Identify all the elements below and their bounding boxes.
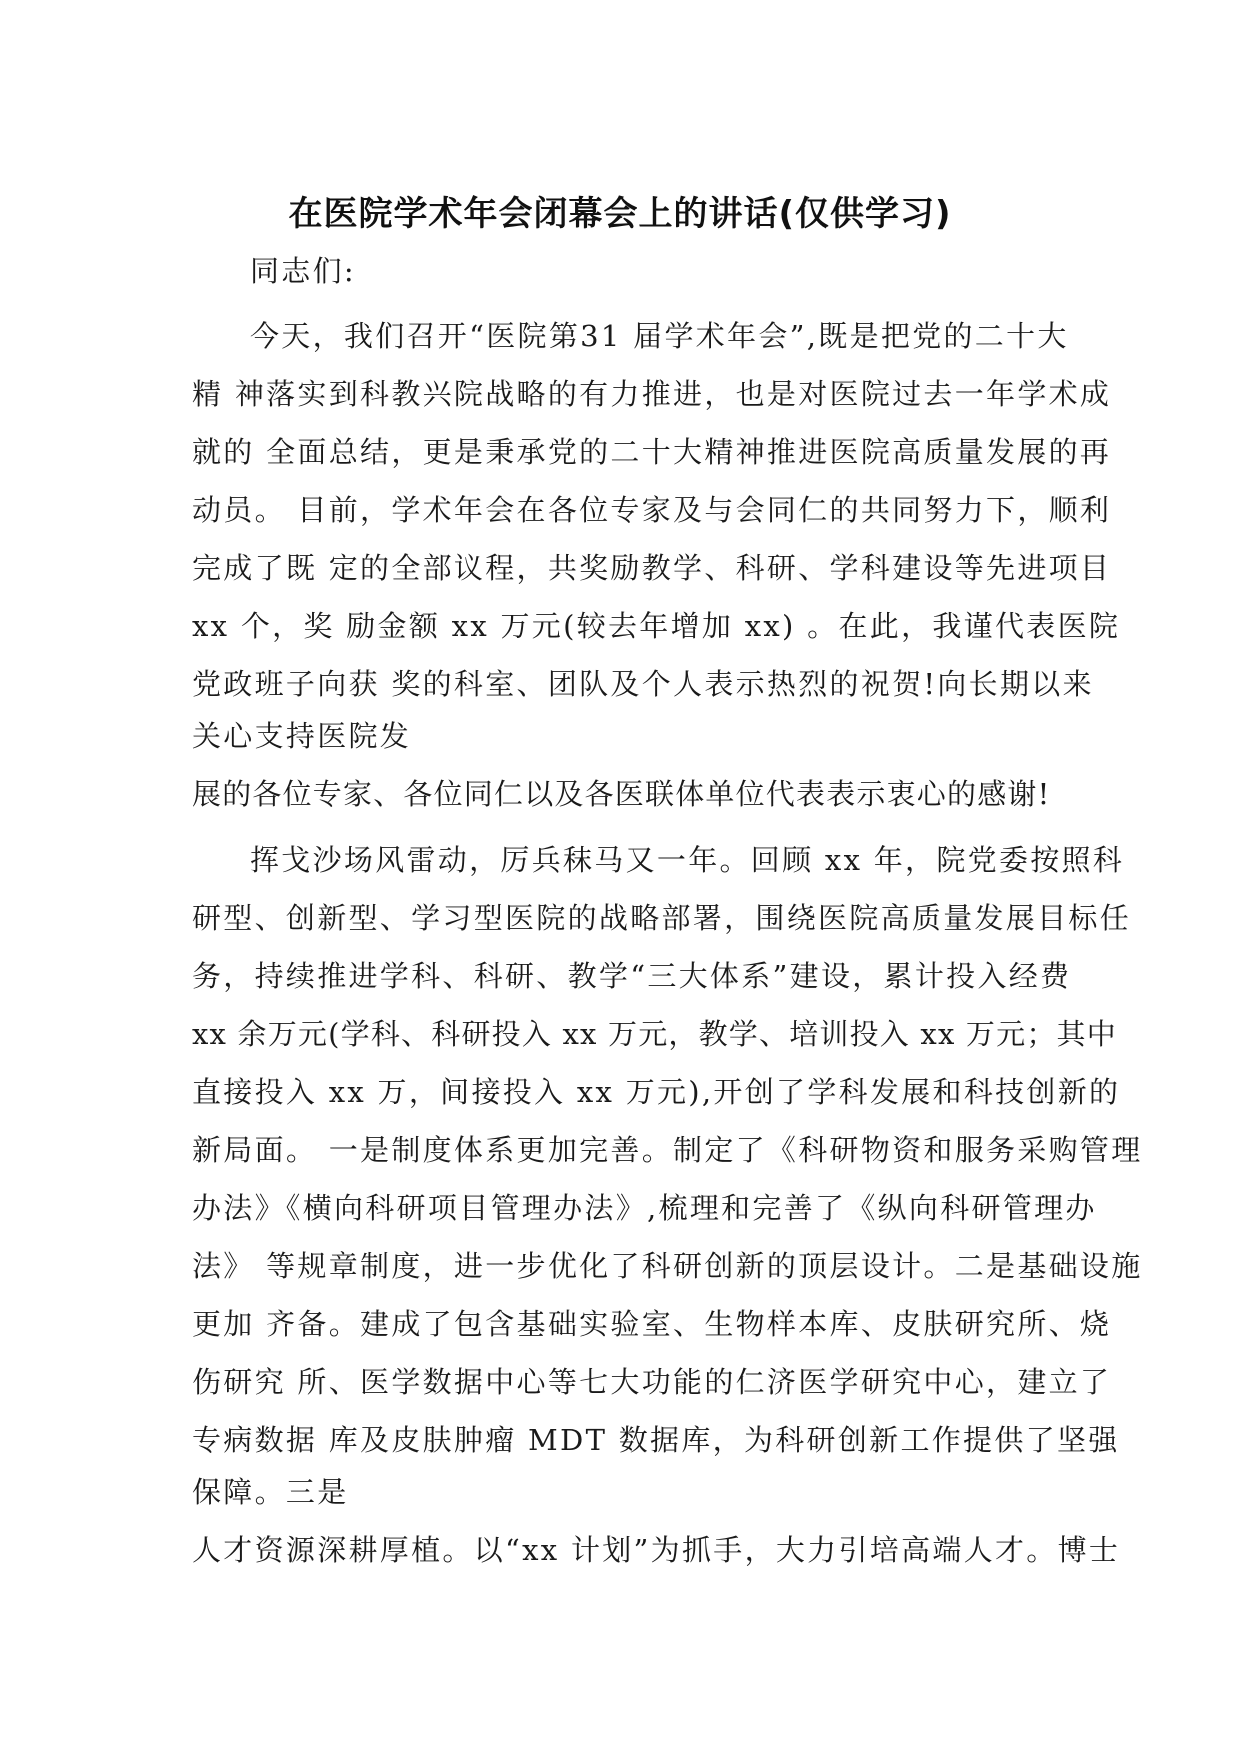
paragraph-line: 今天，我们召开“医院第31 届学术年会”,既是把党的二十大 <box>250 319 1069 353</box>
paragraph-line: 直接投入 xx 万，间接投入 xx 万元),开创了学科发展和科技创新的 <box>192 1075 1121 1109</box>
paragraph-line: 更加 齐备。建成了包含基础实验室、生物样本库、皮肤研究所、烧 <box>192 1307 1112 1341</box>
paragraph-line: 专病数据 库及皮肤肿瘤 MDT 数据库，为科研创新工作提供了坚强 <box>192 1423 1120 1457</box>
paragraph-line: 人才资源深耕厚植。以“xx 计划”为抓手，大力引培高端人才。博士 <box>192 1533 1121 1567</box>
paragraph-line: 展的各位专家、各位同仁以及各医联体单位代表表示衷心的感谢! <box>192 777 1051 811</box>
paragraph-line: 务，持续推进学科、科研、教学“三大体系”建设，累计投入经费 <box>192 959 1072 993</box>
paragraph-line: 关心支持医院发 <box>192 719 412 753</box>
paragraph-line: 保障。三是 <box>192 1475 349 1509</box>
paragraph-line: 精 神落实到科教兴院战略的有力推进，也是对医院过去一年学术成 <box>192 377 1112 411</box>
paragraph-line: xx 个，奖 励金额 xx 万元(较去年增加 xx) 。在此，我谨代表医院 <box>192 609 1121 643</box>
paragraph-line: 动员。 目前，学术年会在各位专家及与会同仁的共同努力下，顺利 <box>192 493 1112 527</box>
paragraph-line: 党政班子向获 奖的科室、团队及个人表示热烈的祝贺!向长期以来 <box>192 667 1094 701</box>
paragraph-line: 办法》《横向科研项目管理办法》,梳理和完善了《纵向科研管理办 <box>192 1191 1097 1225</box>
document-title: 在医院学术年会闭幕会上的讲话(仅供学习) <box>288 194 952 234</box>
paragraph-line: 新局面。 一是制度体系更加完善。制定了《科研物资和服务采购管理 <box>192 1133 1143 1167</box>
paragraph-line: 挥戈沙场风雷动，厉兵秣马又一年。回顾 xx 年，院党委按照科 <box>250 843 1125 877</box>
paragraph-line: xx 余万元(学科、科研投入 xx 万元，教学、培训投入 xx 万元；其中 <box>192 1017 1117 1051</box>
paragraph-line: 完成了既 定的全部议程，共奖励教学、科研、学科建设等先进项目 <box>192 551 1112 585</box>
salutation: 同志们: <box>250 254 356 288</box>
paragraph-line: 研型、创新型、学习型医院的战略部署，围绕医院高质量发展目标任 <box>192 901 1132 935</box>
paragraph-line: 伤研究 所、医学数据中心等七大功能的仁济医学研究中心，建立了 <box>192 1365 1112 1399</box>
paragraph-line: 法》 等规章制度，进一步优化了科研创新的顶层设计。二是基础设施 <box>192 1249 1143 1283</box>
paragraph-line: 就的 全面总结，更是秉承党的二十大精神推进医院高质量发展的再 <box>192 435 1112 469</box>
